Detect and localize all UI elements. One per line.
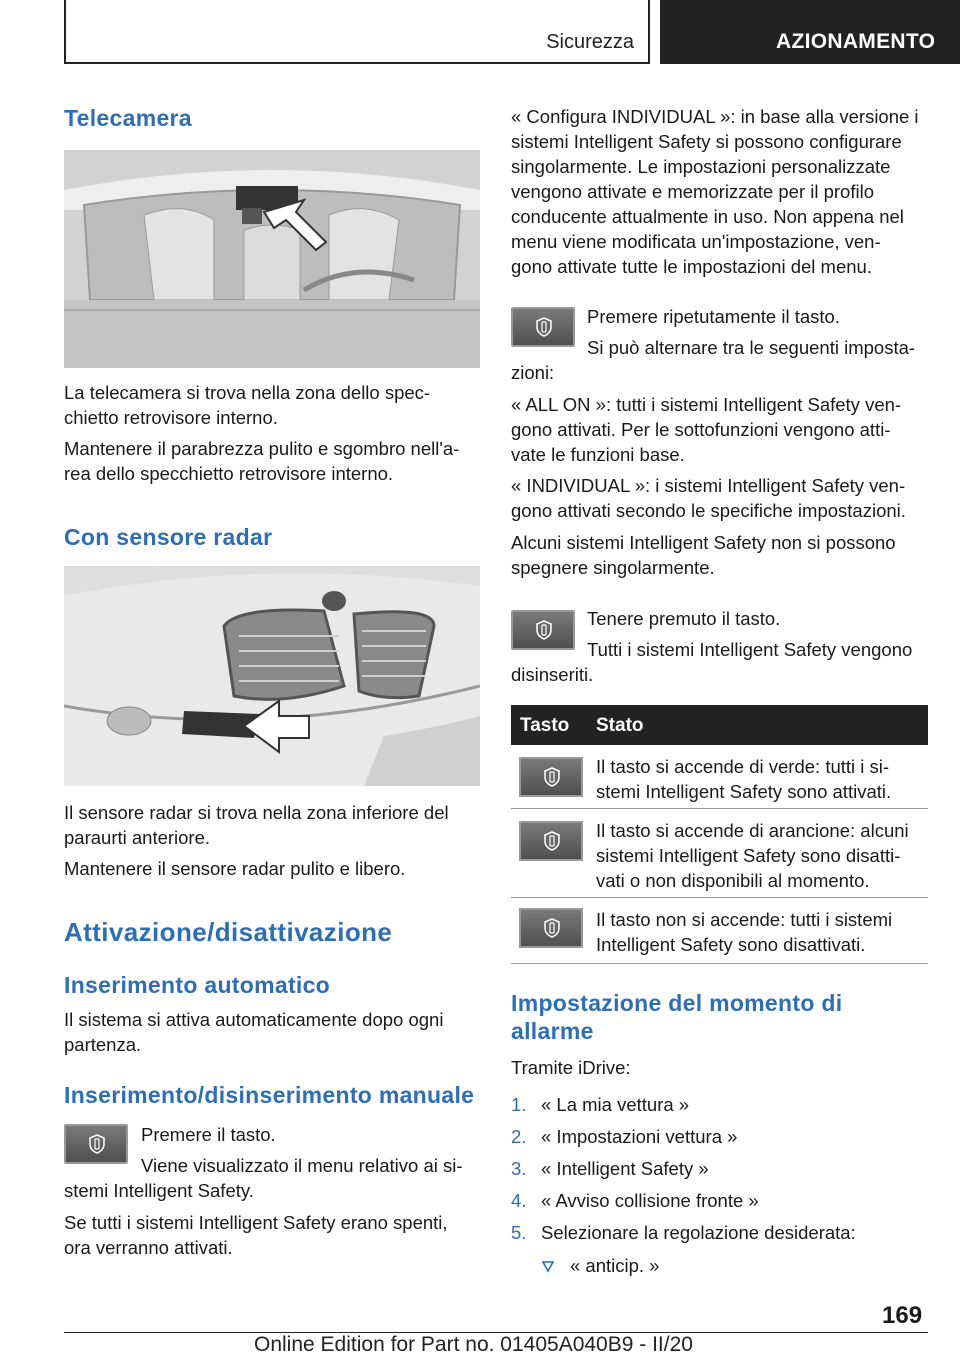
safety-icon bbox=[543, 918, 561, 938]
safety-icon bbox=[535, 317, 553, 337]
header-chapter-label: AZIONAMENTO bbox=[776, 30, 936, 53]
camera-text-2: chietto retrovisore interno. bbox=[64, 407, 278, 428]
config-text-5: conducente attualmente in uso. Non appena nel bbox=[511, 206, 904, 227]
step-text: « La mia vettura » bbox=[541, 1094, 690, 1115]
page-number: 169 bbox=[882, 1302, 923, 1329]
safety-button-image bbox=[519, 821, 583, 861]
some-text-1: Alcuni sistemi Intelligent Safety non si possono bbox=[511, 532, 896, 553]
header-section-tab bbox=[64, 0, 650, 64]
camera-photo bbox=[64, 150, 480, 368]
table-cell: Intelligent Safety sono disattivati. bbox=[596, 934, 866, 955]
safety-button-image bbox=[511, 610, 575, 650]
manual-text-1: Premere il tasto. bbox=[141, 1124, 276, 1145]
hold-text-1: Tenere premuto il tasto. bbox=[587, 608, 781, 629]
triangle-bullet-icon bbox=[541, 1259, 555, 1273]
safety-icon bbox=[535, 620, 553, 640]
header-chapter-tab bbox=[660, 0, 960, 64]
allon-text-1: « ALL ON »: tutti i sistemi Intelligent Safety ven- bbox=[511, 394, 902, 415]
step-text: « Intelligent Safety » bbox=[541, 1158, 709, 1179]
table-row bbox=[511, 745, 928, 809]
hold-text-2: Tutti i sistemi Intelligent Safety vengono bbox=[587, 639, 913, 660]
heading-alarm-1: Impostazione del momento di bbox=[511, 990, 843, 1016]
step-text: Selezionare la regolazione desiderata: bbox=[541, 1222, 856, 1243]
safety-icon bbox=[88, 1134, 106, 1154]
config-text-6: menu viene modificata un'impostazione, ven- bbox=[511, 231, 881, 252]
hold-text-3: disinseriti. bbox=[511, 664, 594, 685]
config-text-7: gono attivate tutte le impostazioni del menu. bbox=[511, 256, 872, 277]
repeat-text-1: Premere ripetutamente il tasto. bbox=[587, 306, 840, 327]
allon-text-2: gono attivati. Per le sottofunzioni vengono atti- bbox=[511, 419, 891, 440]
manual-text-2: Viene visualizzato il menu relativo ai si- bbox=[141, 1155, 463, 1176]
table-header-status: Stato bbox=[596, 715, 644, 736]
step-text: « Avviso collisione fronte » bbox=[541, 1190, 759, 1211]
safety-button-image bbox=[511, 307, 575, 347]
sub-step-text: « anticip. » bbox=[570, 1255, 660, 1276]
manual-text-3: stemi Intelligent Safety. bbox=[64, 1180, 254, 1201]
some-text-2: spegnere singolarmente. bbox=[511, 557, 715, 578]
camera-text-1: La telecamera si trova nella zona dello spec- bbox=[64, 382, 431, 403]
config-text-4: vengono attivate e memorizzate per il profilo bbox=[511, 181, 874, 202]
individual-text-1: « INDIVIDUAL »: i sistemi Intelligent Safety ven- bbox=[511, 475, 906, 496]
heading-auto: Inserimento automatico bbox=[64, 972, 331, 998]
config-text-1: « Configura INDIVIDUAL »: in base alla versione i bbox=[511, 106, 919, 127]
table-header bbox=[511, 705, 928, 745]
table-cell: sistemi Intelligent Safety sono disatti- bbox=[596, 845, 901, 866]
header-section-label: Sicurezza bbox=[546, 31, 634, 53]
camera-text-4: rea dello specchietto retrovisore interno. bbox=[64, 463, 394, 484]
heading-activation: Attivazione/disattivazione bbox=[64, 917, 393, 947]
table-row bbox=[511, 898, 928, 964]
manual-text-5: ora verranno attivati. bbox=[64, 1237, 233, 1258]
manual-text-4: Se tutti i sistemi Intelligent Safety erano spenti, bbox=[64, 1212, 448, 1233]
table-cell: stemi Intelligent Safety sono attivati. bbox=[596, 781, 892, 802]
table-cell: Il tasto non si accende: tutti i sistemi bbox=[596, 909, 893, 930]
safety-button-image bbox=[64, 1124, 128, 1164]
table-header-key: Tasto bbox=[520, 715, 570, 736]
heading-radar: Con sensore radar bbox=[64, 524, 273, 550]
safety-button-image bbox=[519, 757, 583, 797]
heading-camera: Telecamera bbox=[64, 105, 192, 131]
table-cell: Il tasto si accende di arancione: alcuni bbox=[596, 820, 909, 841]
allon-text-3: vate le funzioni base. bbox=[511, 444, 685, 465]
idrive-text: Tramite iDrive: bbox=[511, 1057, 631, 1078]
table-cell: vati o non disponibili al momento. bbox=[596, 870, 870, 891]
step-number: 2. bbox=[511, 1126, 527, 1147]
radar-text-3: Mantenere il sensore radar pulito e libero. bbox=[64, 858, 406, 879]
safety-icon bbox=[543, 767, 561, 787]
individual-text-2: gono attivati secondo le specifiche impostazioni. bbox=[511, 500, 906, 521]
step-number: 5. bbox=[511, 1222, 527, 1243]
camera-text-3: Mantenere il parabrezza pulito e sgombro nell'a- bbox=[64, 438, 460, 459]
step-number: 1. bbox=[511, 1094, 527, 1115]
step-number: 3. bbox=[511, 1158, 527, 1179]
config-text-2: sistemi Intelligent Safety si possono configurare bbox=[511, 131, 902, 152]
config-text-3: singolarmente. Le impostazioni personalizzate bbox=[511, 156, 891, 177]
repeat-text-3: zioni: bbox=[511, 362, 555, 383]
radar-text-1: Il sensore radar si trova nella zona inferiore del bbox=[64, 802, 449, 823]
heading-alarm-2: allarme bbox=[511, 1018, 594, 1044]
footer-edition: Online Edition for Part no. 01405A040B9 - II/20 bbox=[254, 1333, 693, 1356]
safety-icon bbox=[543, 831, 561, 851]
radar-photo bbox=[64, 566, 480, 786]
heading-manual: Inserimento/disinserimento manuale bbox=[64, 1082, 475, 1108]
step-number: 4. bbox=[511, 1190, 527, 1211]
step-text: « Impostazioni vettura » bbox=[541, 1126, 738, 1147]
radar-text-2: paraurti anteriore. bbox=[64, 827, 211, 848]
auto-text-2: partenza. bbox=[64, 1034, 142, 1055]
table-cell: Il tasto si accende di verde: tutti i si- bbox=[596, 756, 890, 777]
table-row bbox=[511, 809, 928, 898]
auto-text-1: Il sistema si attiva automaticamente dopo ogni bbox=[64, 1009, 444, 1030]
safety-button-image bbox=[519, 908, 583, 948]
repeat-text-2: Si può alternare tra le seguenti imposta- bbox=[587, 337, 916, 358]
